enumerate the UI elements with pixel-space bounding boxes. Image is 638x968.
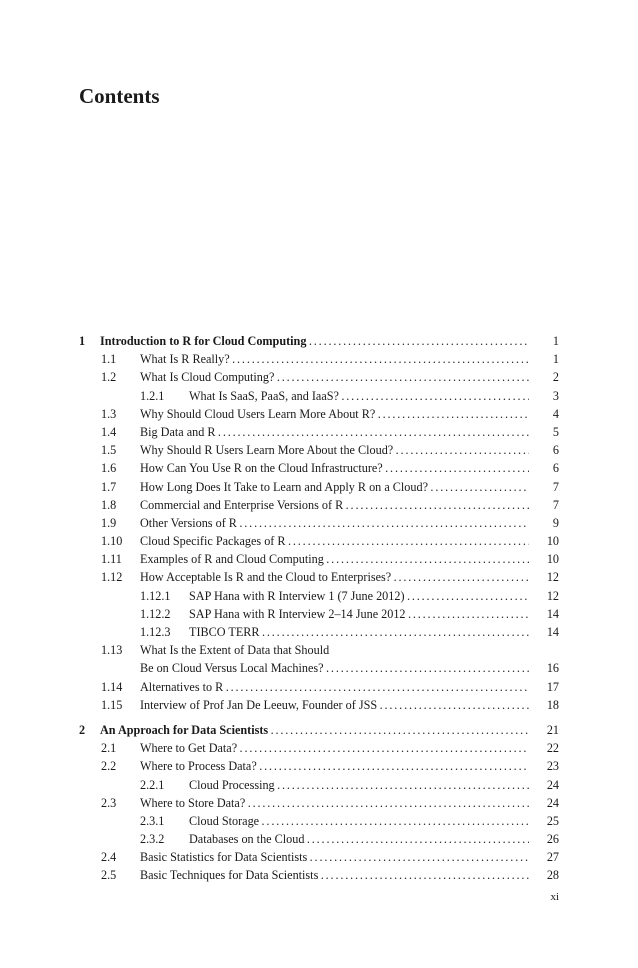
toc-section-entry[interactable] bbox=[79, 350, 559, 368]
toc-entry-number: 2.3 bbox=[101, 795, 117, 810]
toc-section-entry[interactable] bbox=[79, 794, 559, 812]
toc-entry-title: Commercial and Enterprise Versions of R . . . bbox=[140, 496, 529, 514]
toc-entry-number: 1.6 bbox=[101, 461, 117, 476]
toc-entry-page: 24 bbox=[546, 795, 559, 810]
toc-entry-page: 1 bbox=[552, 352, 559, 367]
toc-entry-title: Introduction to R for Cloud Computing . . . bbox=[100, 332, 529, 350]
toc-entry-page: 6 bbox=[552, 443, 559, 458]
toc-entry-title: Cloud Specific Packages of R . . . bbox=[140, 532, 529, 550]
toc-section-entry[interactable] bbox=[79, 387, 559, 405]
toc-entry-title: Basic Statistics for Data Scientists . . . bbox=[140, 848, 529, 866]
toc-entry-title: Where to Get Data? . . . bbox=[140, 739, 529, 757]
toc-section-entry[interactable] bbox=[79, 441, 559, 459]
toc-entry-title: What Is the Extent of Data that Should bbox=[140, 643, 330, 658]
toc-entry-title: What Is R Really? . . . bbox=[140, 350, 529, 368]
toc-section-entry[interactable] bbox=[79, 605, 559, 623]
toc-section-entry[interactable] bbox=[79, 423, 559, 441]
toc-section-entry[interactable] bbox=[79, 848, 559, 866]
toc-entry-number: 2.3.1 bbox=[140, 813, 165, 828]
toc-entry-page: 27 bbox=[546, 850, 559, 865]
toc-section-entry[interactable] bbox=[79, 659, 559, 677]
toc-entry-title: TIBCO TERR . . . bbox=[189, 623, 529, 641]
toc-entry-page: 4 bbox=[552, 406, 559, 421]
toc-entry-number: 1.13 bbox=[101, 643, 123, 658]
toc-entry-title: Interview of Prof Jan De Leeuw, Founder of JSS . . . bbox=[140, 696, 529, 714]
toc-entry-page: 5 bbox=[552, 424, 559, 439]
toc-section-entry[interactable] bbox=[79, 623, 559, 641]
page-number: xi bbox=[550, 891, 559, 903]
toc-entry-title: SAP Hana with R Interview 1 (7 June 2012) . . . bbox=[189, 587, 529, 605]
toc-entry-title: Be on Cloud Versus Local Machines? . . . bbox=[140, 659, 529, 677]
toc-entry-page: 23 bbox=[546, 759, 559, 774]
toc-entry-number: 1.12.1 bbox=[140, 588, 171, 603]
table-of-contents bbox=[79, 332, 559, 885]
toc-entry-title: Big Data and R . . . bbox=[140, 423, 529, 441]
toc-entry-number: 2.1 bbox=[101, 741, 117, 756]
toc-section-entry[interactable] bbox=[79, 459, 559, 477]
toc-entry-page: 7 bbox=[552, 479, 559, 494]
toc-entry-title: How Long Does It Take to Learn and Apply R on a Cloud? . . . bbox=[140, 478, 529, 496]
toc-section-entry[interactable] bbox=[79, 587, 559, 605]
toc-entry-page: 17 bbox=[546, 679, 559, 694]
toc-entry-number: 1.5 bbox=[101, 443, 117, 458]
toc-section-entry[interactable] bbox=[79, 368, 559, 386]
toc-entry-page: 14 bbox=[546, 606, 559, 621]
toc-entry-number: 1 bbox=[79, 334, 86, 348]
toc-entry-page: 21 bbox=[546, 722, 559, 737]
toc-entry-title: What Is SaaS, PaaS, and IaaS? . . . bbox=[189, 387, 529, 405]
toc-entry-page: 14 bbox=[546, 625, 559, 639]
toc-entry-number: 1.2 bbox=[101, 370, 117, 385]
toc-entry-page: 22 bbox=[546, 741, 559, 756]
toc-section-entry[interactable] bbox=[79, 757, 559, 775]
toc-entry-title: What Is Cloud Computing? . . . bbox=[140, 368, 529, 386]
toc-entry-title: Cloud Storage . . . bbox=[189, 812, 529, 830]
toc-section-entry[interactable] bbox=[79, 532, 559, 550]
toc-section-entry[interactable] bbox=[79, 478, 559, 496]
toc-entry-page: 7 bbox=[552, 497, 559, 512]
toc-entry-page: 26 bbox=[546, 832, 559, 847]
toc-entry-number: 2.2 bbox=[101, 759, 117, 774]
toc-entry-title: An Approach for Data Scientists . . . bbox=[100, 721, 529, 739]
toc-entry-page: 6 bbox=[552, 461, 559, 476]
toc-entry-title: Why Should Cloud Users Learn More About R? . . . bbox=[140, 405, 529, 423]
page-title: Contents bbox=[79, 84, 160, 108]
toc-entry-page: 12 bbox=[546, 570, 559, 585]
toc-entry-number: 1.1 bbox=[101, 352, 117, 367]
toc-section-entry[interactable] bbox=[79, 739, 559, 757]
toc-section-entry[interactable] bbox=[79, 830, 559, 848]
toc-entry-page: 2 bbox=[552, 370, 559, 385]
toc-entry-page: 9 bbox=[552, 515, 559, 530]
toc-entry-number: 1.12 bbox=[101, 570, 123, 585]
toc-entry-page: 16 bbox=[546, 661, 559, 676]
toc-entry-number: 1.7 bbox=[101, 479, 117, 494]
toc-section-entry[interactable] bbox=[79, 641, 559, 659]
toc-entry-page: 25 bbox=[546, 813, 559, 828]
toc-section-entry[interactable] bbox=[79, 776, 559, 794]
toc-entry-page: 10 bbox=[546, 552, 559, 567]
toc-section-entry[interactable] bbox=[79, 514, 559, 532]
toc-section-entry[interactable] bbox=[79, 568, 559, 586]
toc-section-entry[interactable] bbox=[79, 496, 559, 514]
toc-entry-page: 28 bbox=[546, 868, 559, 883]
toc-entry-title: How Acceptable Is R and the Cloud to Enterprises? . . . bbox=[140, 568, 529, 586]
toc-entry-number: 2.5 bbox=[101, 868, 117, 883]
toc-entry-title: Databases on the Cloud . . . bbox=[189, 830, 529, 848]
toc-chapter-entry[interactable] bbox=[79, 721, 559, 739]
toc-chapter-entry[interactable] bbox=[79, 332, 559, 350]
toc-entry-title: Cloud Processing . . . bbox=[189, 776, 529, 794]
toc-entry-page: 24 bbox=[546, 777, 559, 792]
toc-entry-page: 18 bbox=[546, 697, 559, 712]
toc-entry-number: 1.3 bbox=[101, 406, 117, 421]
toc-section-entry[interactable] bbox=[79, 405, 559, 423]
toc-entry-number: 1.2.1 bbox=[140, 388, 165, 403]
toc-entry-number: 1.15 bbox=[101, 697, 123, 712]
toc-entry-title: Examples of R and Cloud Computing . . . bbox=[140, 550, 529, 568]
toc-entry-title: Where to Process Data? . . . bbox=[140, 757, 529, 775]
toc-entry-number: 1.11 bbox=[101, 552, 122, 567]
toc-entry-number: 1.14 bbox=[101, 679, 123, 694]
toc-section-entry[interactable] bbox=[79, 866, 559, 884]
toc-section-entry[interactable] bbox=[79, 678, 559, 696]
toc-entry-number: 1.12.3 bbox=[140, 625, 171, 639]
toc-entry-title: Where to Store Data? . . . bbox=[140, 794, 529, 812]
toc-entry-page: 3 bbox=[552, 388, 559, 403]
toc-entry-title: Why Should R Users Learn More About the Cloud? . . . bbox=[140, 441, 529, 459]
toc-entry-page: 1 bbox=[552, 334, 559, 348]
toc-entry-number: 2.3.2 bbox=[140, 832, 165, 847]
toc-entry-number: 1.9 bbox=[101, 515, 117, 530]
toc-entry-number: 1.4 bbox=[101, 424, 117, 439]
toc-entry-title: How Can You Use R on the Cloud Infrastructure? . . . bbox=[140, 459, 529, 477]
toc-entry-number: 2.2.1 bbox=[140, 777, 165, 792]
toc-entry-page: 10 bbox=[546, 534, 559, 549]
toc-entry-title: Other Versions of R . . . bbox=[140, 514, 529, 532]
toc-entry-title: Alternatives to R . . . bbox=[140, 678, 529, 696]
toc-section-entry[interactable] bbox=[79, 550, 559, 568]
toc-section-entry[interactable] bbox=[79, 696, 559, 714]
toc-entry-number: 1.10 bbox=[101, 534, 123, 549]
toc-entry-number: 1.8 bbox=[101, 497, 117, 512]
toc-entry-number: 2 bbox=[79, 722, 86, 737]
toc-entry-number: 1.12.2 bbox=[140, 606, 171, 621]
toc-entry-title: SAP Hana with R Interview 2–14 June 2012 . . . bbox=[189, 605, 529, 623]
toc-entry-number: 2.4 bbox=[101, 850, 117, 865]
toc-entry-page: 12 bbox=[546, 588, 559, 603]
toc-section-entry[interactable] bbox=[79, 812, 559, 830]
toc-entry-title: Basic Techniques for Data Scientists . . . bbox=[140, 866, 529, 884]
